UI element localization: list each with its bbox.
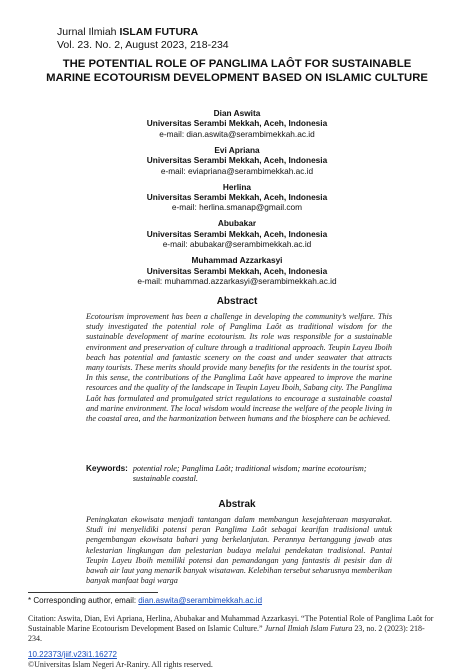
author-name: Muhammad Azzarkasyi — [191, 255, 283, 266]
keywords-label: Keywords: — [86, 464, 128, 473]
author-name: Abubakar — [217, 218, 257, 229]
copyright-notice: ©Universitas Islam Negeri Ar-Raniry. All rights reserved. — [28, 660, 213, 669]
author-affiliation: Universitas Serambi Mekkah, Aceh, Indonesia — [146, 192, 328, 203]
author-affiliation: Universitas Serambi Mekkah, Aceh, Indonesia — [146, 228, 328, 239]
abstrak-text: Peningkatan ekowisata menjadi tantangan dalam membangun kesejahteraan masyarakat. Studi ini menyelidiki potensi peran Panglima Laôt sebagai kearifan tradisional untuk pengembangan ekowisata bahari yang berkelanjutan. Perannya bertanggung jawab atas kelestarian lingkungan dan pelestarian budaya melalui pendekatan tradisional. Pantai Teupin Layeu Iboih memiliki potensi dan pemandangan yang fantastis di pesisir dan di bawah air laut yang menarik banyak wisatawan. Kelebihan tersebut seharusnya memberikan banyak manfaat bagi warga — [86, 515, 392, 586]
abstrak-heading: Abstrak — [218, 499, 256, 510]
author-name: Herlina — [222, 181, 252, 192]
author-email: e-mail: abubakar@serambimekkah.ac.id — [162, 239, 312, 250]
author-list — [40, 108, 434, 292]
corresponding-email-link[interactable]: dian.aswita@serambimekkah.ac.id — [138, 596, 263, 605]
footnote-divider — [28, 592, 158, 593]
author-block — [40, 182, 434, 213]
keywords-text: potential role; Panglima Laôt; traditional wisdom; marine ecotourism; sustainable coastal. — [132, 464, 367, 484]
abstract-heading: Abstract — [216, 296, 258, 307]
citation-tail: 23, no. 2 (2023): 218-234. — [28, 624, 425, 643]
author-block — [40, 255, 434, 286]
citation-journal: Jurnal Ilmiah Islam Futura — [264, 624, 353, 633]
journal-volume: Vol. 23. No. 2, August 2023, 218-234 — [57, 39, 229, 51]
journal-title — [57, 26, 229, 39]
author-name: Evi Apriana — [214, 144, 260, 155]
author-block — [40, 145, 434, 176]
journal-name: ISLAM FUTURA — [119, 26, 199, 38]
author-email: e-mail: eviapriana@serambimekkah.ac.id — [160, 165, 314, 176]
author-affiliation: Universitas Serambi Mekkah, Aceh, Indonesia — [146, 155, 328, 166]
author-email: e-mail: muhammad.azzarkasyi@serambimekkah.ac.id — [137, 276, 337, 287]
keywords — [86, 464, 392, 484]
author-email: e-mail: dian.aswita@serambimekkah.ac.id — [159, 128, 315, 139]
journal-header — [57, 26, 229, 52]
corresponding-author-footnote — [28, 596, 262, 606]
author-affiliation: Universitas Serambi Mekkah, Aceh, Indonesia — [146, 118, 328, 129]
journal-prefix: Jurnal Ilmiah — [57, 26, 120, 38]
author-affiliation: Universitas Serambi Mekkah, Aceh, Indonesia — [146, 265, 328, 276]
citation-text: Citation: Aswita, Dian, Evi Apriana, Herlina, Abubakar and Muhammad Azzarkasyi. “The Potential Role of Panglima Laôt for Sustainable Marine Ecotourism Development Based on Islamic Culture.” — [28, 614, 434, 633]
author-name: Dian Aswita — [213, 108, 261, 118]
footnote-prefix: * Corresponding author, email: — [28, 596, 139, 605]
paper-title: THE POTENTIAL ROLE OF PANGLIMA LAÔT FOR SUSTAINABLE MARINE ECOTOURISM DEVELOPMENT BASED ON ISLAMIC CULTURE — [46, 58, 428, 84]
author-block — [40, 108, 434, 139]
abstract-text: Ecotourism improvement has been a challenge in developing the community’s welfare. This study investigated the potential role of Panglima Laôt as traditional wisdom for the sustainable development of marine ecotourism. Its role was responsible for a sustainable environment and preservation of culture through a traditional approach. Teupin Layeu Iboih beach has potential and fantastic scenery on the coast and under seawater that attracts many tourists. These merits should provide many benefits for the residents in the tourist spot. In this sense, the contributions of the Panglima Laôt have appeared to improve the marine resources and the quality of the landscape in Teupin Layeu Iboih, Sabang city. The Panglima Laôt has formulated and promulgated strict regulations to encourage a sustainable coastal and marine environment. The local wisdom would increase the welfare of the people living in the coastal area, and the harmonization between humans and the biosphere can be achieved. — [86, 312, 392, 424]
doi-link[interactable]: 10.22373/jiif.v23i1.16272 — [28, 650, 117, 659]
citation — [28, 614, 438, 644]
author-block — [40, 218, 434, 249]
author-email: e-mail: herlina.smanap@gmail.com — [171, 202, 303, 213]
